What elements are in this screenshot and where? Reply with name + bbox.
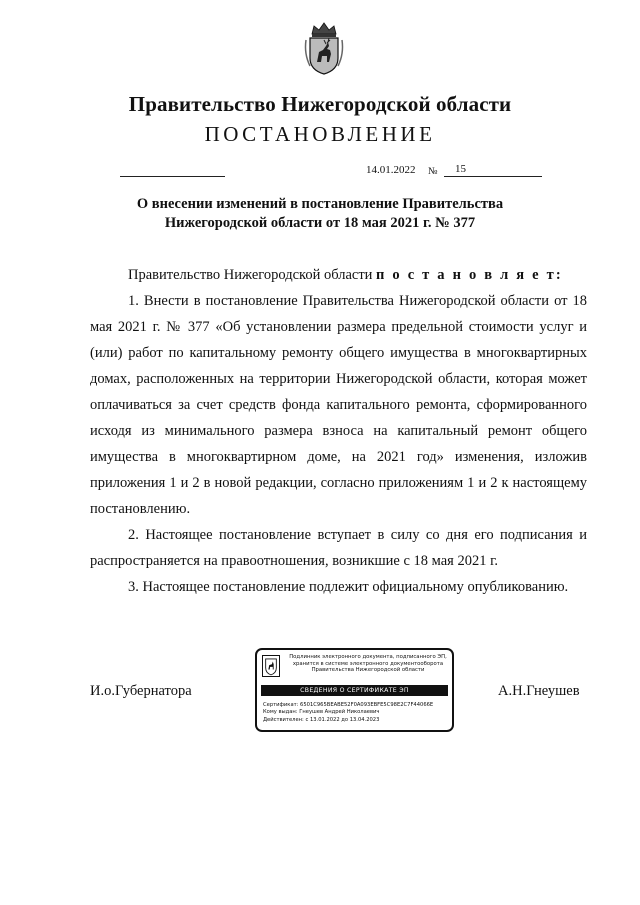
paragraph-3: 3. Настоящее постановление подлежит официальному опубликованию. bbox=[128, 579, 569, 595]
stamp-header bbox=[285, 654, 451, 674]
stamp-line-2: хранится в системе электронного документооборота bbox=[292, 660, 444, 667]
coat-of-arms-icon bbox=[302, 20, 346, 76]
paragraph-2: 2. Настоящее постановление вступает в силу со дня его подписания и распространяется на правоотношения, возникшие с 18 мая 2021 г. bbox=[90, 527, 587, 569]
owner-row bbox=[263, 709, 449, 716]
document-type: ПОСТАНОВЛЕНИЕ bbox=[204, 122, 436, 146]
document-body bbox=[90, 262, 587, 600]
stamp-line-3: Правительства Нижегородской области bbox=[311, 667, 425, 674]
owner-label: Кому выдан: bbox=[263, 709, 298, 716]
intro-verb: п о с т а н о в л я е т: bbox=[376, 267, 563, 283]
validity-row bbox=[263, 717, 449, 724]
validity-label: Действителен: bbox=[263, 716, 304, 723]
blank-field-line bbox=[120, 176, 225, 177]
number-field-line bbox=[444, 176, 542, 177]
signatory-name: А.Н.Гнеушев bbox=[498, 683, 580, 699]
validity-value: с 13.01.2022 до 13.04.2023 bbox=[305, 716, 380, 723]
owner-value: Гнеушев Андрей Николаевич bbox=[299, 709, 380, 716]
document-subject bbox=[100, 195, 540, 233]
subject-line-2: Нижегородской области от 18 мая 2021 г. № 377 bbox=[164, 215, 476, 231]
intro-text: Правительство Нижегородской области bbox=[128, 267, 377, 283]
certificate-label: Сертификат: bbox=[263, 702, 299, 708]
e-signature-stamp bbox=[255, 648, 454, 732]
government-title: Правительство Нижегородской области bbox=[128, 92, 512, 116]
intro-paragraph bbox=[90, 262, 587, 288]
subject-line-1: О внесении изменений в постановление Правительства bbox=[136, 196, 504, 212]
certificate-value: 6501C965BEABE52F0A093EBFE5C98E2C7F44066E bbox=[300, 702, 434, 708]
number-sign: № bbox=[428, 166, 438, 177]
document-date: 14.01.2022 bbox=[366, 164, 416, 176]
stamp-details bbox=[263, 702, 449, 724]
stamp-line-1: Подлинник электронного документа, подписанного ЭП, bbox=[289, 654, 447, 660]
signatory-position: И.о.Губернатора bbox=[90, 683, 192, 699]
stamp-band: СВЕДЕНИЯ О СЕРТИФИКАТЕ ЭП bbox=[261, 685, 448, 696]
region-emblem-icon bbox=[262, 655, 280, 677]
paragraph-1: 1. Внести в постановление Правительства Нижегородской области от 18 мая 2021 г. № 377 «Об установлении размера предельной стоимости услуг и (или) работ по капитальному ремонту общего имущества в многоквартирных домах, расположенных на территории Нижегородской области, которая может оплачиваться за счет средств фонда капитального ремонта, сформированного исходя из минимального размера взноса на капитальный ремонт общего имущества в многоквартирном доме, на 2021 год» изменения, изложив приложения 1 и 2 в новой редакции, согласно приложениям 1 и 2 к настоящему постановлению. bbox=[90, 293, 587, 517]
document-number: 15 bbox=[455, 163, 466, 175]
